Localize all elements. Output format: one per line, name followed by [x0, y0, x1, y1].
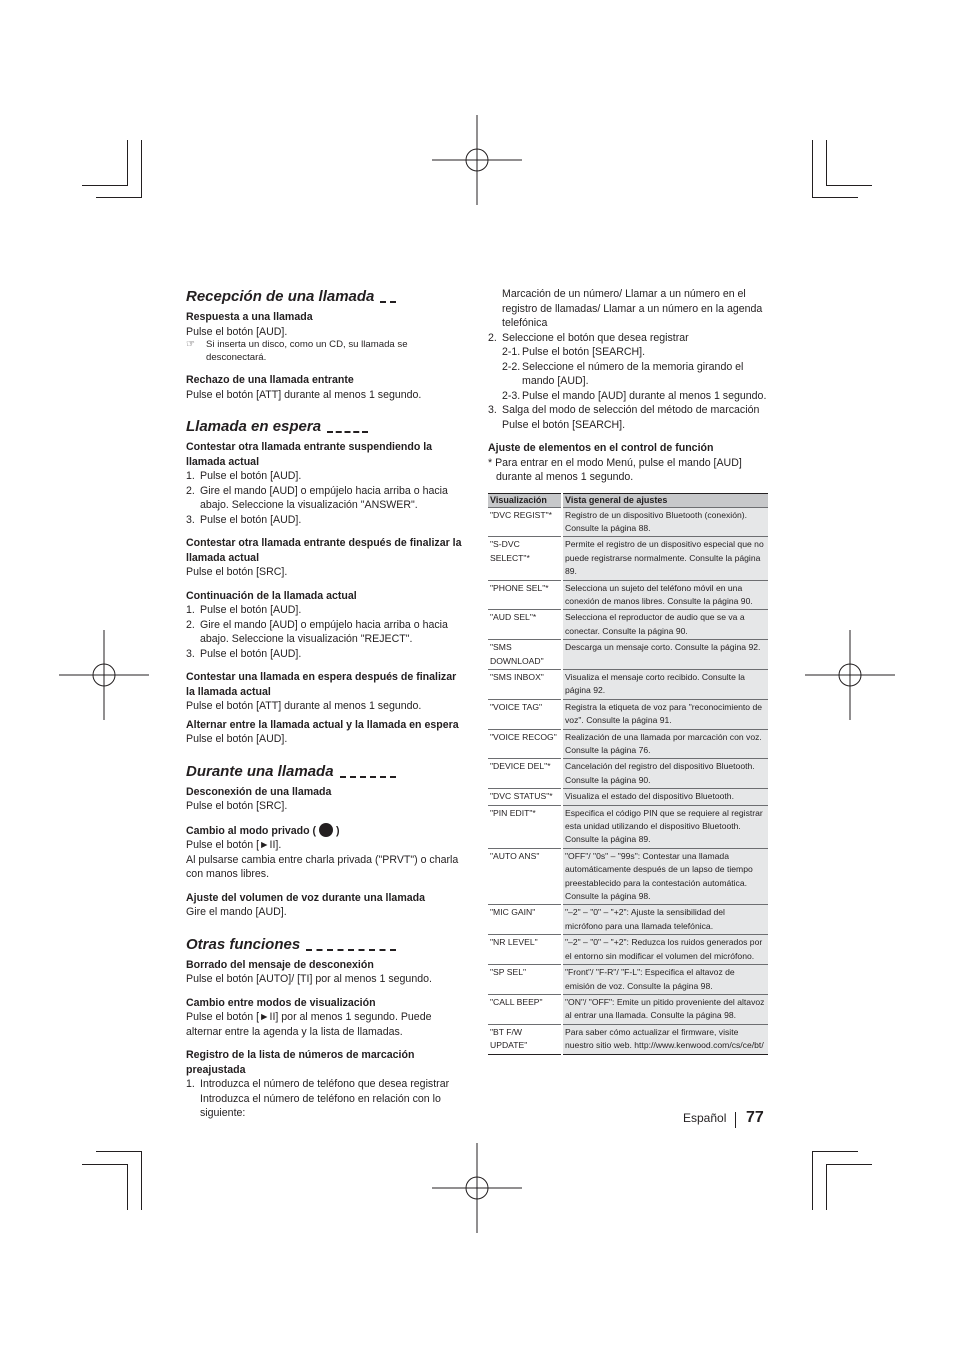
settings-table	[488, 493, 768, 1055]
table-row	[488, 965, 768, 995]
setting-description: Selecciona el reproductor de audio que se va a conectar. Consulte la página 90.	[562, 610, 768, 640]
setting-name: "PIN EDIT"*	[488, 805, 562, 848]
setting-description: Cancelación del registro del dispositivo Bluetooth. Consulte la página 90.	[562, 759, 768, 789]
paragraph: Gire el mando [AUD].	[186, 906, 287, 918]
crop-mark	[141, 140, 142, 198]
setting-description: "–2" – "0" – "+2": Ajuste la sensibilidad del micrófono para una llamada telefónica.	[562, 905, 768, 935]
section-durante-llamada	[186, 763, 466, 920]
hand-pointer-icon: ☞	[186, 339, 195, 350]
note: ☞ Si inserta un disco, como un CD, su llamada se desconectará.	[186, 339, 408, 363]
crop-mark	[82, 185, 128, 186]
paragraph: Pulse el botón [►II] por al menos 1 segundo. Puede alternar entre la agenda y la lista de llamadas.	[186, 1011, 432, 1038]
setting-description: Realización de una llamada por marcación con voz. Consulte la página 76.	[562, 729, 768, 759]
setting-description: Visualiza el mensaje corto recibido. Consulte la página 92.	[562, 669, 768, 699]
crop-mark	[127, 140, 128, 186]
setting-name: "VOICE TAG"	[488, 699, 562, 729]
column-header: Vista general de ajustes	[562, 493, 768, 507]
page-number: 77	[746, 1109, 764, 1126]
setting-name: "DVC REGIST"*	[488, 507, 562, 537]
crop-mark	[127, 1164, 128, 1210]
subheading: Registro de la lista de números de marcación preajustada	[186, 1049, 415, 1076]
paragraph: Pulse el botón [ATT] durante al menos 1 segundo.	[186, 388, 422, 401]
setting-description: "Front"/ "F-R"/ "F-L": Especifica el altavoz de emisión de voz. Consulte la página 98.	[562, 965, 768, 995]
crop-mark	[141, 1151, 142, 1210]
paragraph: Pulse el botón [SRC].	[186, 800, 288, 812]
setting-description: Registro de un dispositivo Bluetooth (conexión). Consulte la página 88.	[562, 507, 768, 537]
list-item: 2. Seleccione el botón que desea registrar	[488, 331, 689, 344]
list-item: 1. Pulse el botón [AUD].	[186, 470, 302, 482]
crop-mark	[82, 1164, 128, 1165]
setting-name: "PHONE SEL"*	[488, 580, 562, 610]
left-column	[186, 288, 466, 1121]
chat-bubble-icon	[319, 823, 333, 837]
setting-name: "MIC GAIN"	[488, 905, 562, 935]
subheading: Ajuste de elementos en el control de función	[488, 442, 714, 454]
setting-name: "NR LEVEL"	[488, 935, 562, 965]
table-row	[488, 729, 768, 759]
table-row	[488, 669, 768, 699]
table-row	[488, 789, 768, 805]
registration-mark-icon	[432, 1143, 522, 1233]
setting-name: "AUD SEL"*	[488, 610, 562, 640]
setting-name: "CALL BEEP"	[488, 994, 562, 1024]
paragraph: Pulse el botón [AUD].	[186, 325, 288, 338]
right-column	[488, 287, 770, 1055]
list-item: 1. Pulse el botón [AUD].	[186, 604, 302, 616]
setting-description: "OFF"/ "0s" – "99s": Contestar una llamada automáticamente después de un lapso de tiempo preestablecido para la contestación automática. Consulte la página 98.	[562, 848, 768, 905]
registration-mark-icon	[805, 630, 895, 720]
table-row	[488, 805, 768, 848]
crop-mark	[812, 1151, 813, 1210]
list-item: 3. Pulse el botón [AUD].	[186, 647, 302, 660]
setting-name: "AUTO ANS"	[488, 848, 562, 905]
subheading: Continuación de la llamada actual	[186, 589, 357, 602]
table-row	[488, 935, 768, 965]
subheading: Rechazo de una llamada entrante	[186, 374, 354, 386]
table-row	[488, 994, 768, 1024]
subheading: Ajuste del volumen de voz durante una llamada	[186, 891, 426, 904]
table-row	[488, 507, 768, 537]
list-item: 1. Introduzca el número de teléfono que desea registrar	[186, 1078, 450, 1090]
table-row	[488, 580, 768, 610]
crop-mark	[826, 1164, 872, 1165]
section-title: Otras funciones	[186, 936, 396, 954]
setting-description: Selecciona un sujeto del teléfono móvil en una conexión de manos libres. Consulte la página 90.	[562, 580, 768, 610]
section-title: Durante una llamada	[186, 763, 396, 781]
section-title: Llamada en espera	[186, 418, 368, 436]
paragraph: Pulse el botón [AUTO]/ [TI] por al menos 1 segundo.	[186, 973, 432, 985]
table-row	[488, 905, 768, 935]
list-item-detail: Marcación de un número/ Llamar a un número en el registro de llamadas/ Llamar a un número en la agenda telefónica	[502, 288, 763, 329]
table-row	[488, 848, 768, 905]
table-row	[488, 759, 768, 789]
crop-mark	[96, 1151, 142, 1152]
setting-description: Visualiza el estado del dispositivo Bluetooth.	[562, 789, 768, 805]
subheading: Contestar otra llamada entrante suspendiendo la llamada actual	[186, 441, 433, 468]
table-row	[488, 699, 768, 729]
subheading: Cambio entre modos de visualización	[186, 996, 376, 1009]
list-item: 3. Pulse el botón [AUD].	[186, 513, 302, 526]
footer-divider	[735, 1112, 736, 1128]
section-title: Recepción de una llamada	[186, 288, 396, 306]
footer-language: Español	[683, 1111, 727, 1125]
crop-mark	[812, 1151, 858, 1152]
setting-name: "SP SEL"	[488, 965, 562, 995]
paragraph: Pulse el botón [AUD].	[186, 733, 288, 745]
setting-name: "S-DVC SELECT"*	[488, 537, 562, 580]
subheading: Respuesta a una llamada	[186, 311, 313, 323]
table-row	[488, 640, 768, 670]
subheading: Contestar otra llamada entrante después de finalizar la llamada actual	[186, 537, 462, 564]
subheading: Desconexión de una llamada	[186, 785, 332, 798]
sub-list-item: 2-2. Seleccione el número de la memoria girando el mando [AUD].	[502, 360, 744, 387]
setting-description: Especifica el código PIN que se requiere al registrar esta unidad utilizando el dispositivo Bluetooth. Consulte la página 89.	[562, 805, 768, 848]
crop-mark	[826, 140, 827, 186]
table-header-row	[488, 493, 768, 507]
section-llamada-espera	[186, 418, 466, 747]
subheading: Borrado del mensaje de desconexión	[186, 958, 374, 971]
setting-name: "DVC STATUS"*	[488, 789, 562, 805]
setting-description: "ON"/ "OFF": Emite un pitido proveniente del altavoz al entrar una llamada. Consulte la página 98.	[562, 994, 768, 1024]
setting-name: "SMS DOWNLOAD"	[488, 640, 562, 670]
setting-description: Permite el registro de un dispositivo especial que no puede registrarse normalmente. Consulte la página 89.	[562, 537, 768, 580]
list-item: 2. Gire el mando [AUD] o empújelo hacia arriba o hacia abajo. Seleccione la visualización "ANSWER".	[186, 484, 448, 511]
subheading: Alternar entre la llamada actual y la llamada en espera	[186, 718, 459, 731]
list-item: 3. Salga del modo de selección del método de marcación	[488, 404, 760, 416]
setting-description: Registra la etiqueta de voz para "reconocimiento de voz". Consulte la página 91.	[562, 699, 768, 729]
table-row	[488, 610, 768, 640]
list-item: 2. Gire el mando [AUD] o empújelo hacia arriba o hacia abajo. Seleccione la visualización "REJECT".	[186, 618, 448, 645]
footnote: * Para entrar en el modo Menú, pulse el mando [AUD] durante al menos 1 segundo.	[488, 456, 742, 483]
registration-mark-icon	[59, 630, 149, 720]
setting-name: "DEVICE DEL"*	[488, 759, 562, 789]
paragraph: Al pulsarse cambia entre charla privada ("PRVT") o charla con manos libres.	[186, 853, 459, 880]
table-row	[488, 1024, 768, 1054]
registration-mark-icon	[432, 115, 522, 205]
setting-description: Para saber cómo actualizar el firmware, visite nuestro sitio web. http://www.kenwood.com/cs/ce/bt/	[562, 1024, 768, 1054]
crop-mark	[826, 1164, 827, 1210]
subheading: Cambio al modo privado ( )	[186, 824, 340, 837]
crop-mark	[812, 197, 858, 198]
section-otras-funciones	[186, 936, 466, 1121]
setting-description: Descarga un mensaje corto. Consulte la página 92.	[562, 640, 768, 670]
setting-name: "SMS INBOX"	[488, 669, 562, 699]
setting-name: "BT F/W UPDATE"	[488, 1024, 562, 1054]
sub-list-item: 2-1. Pulse el botón [SEARCH].	[502, 346, 646, 358]
section-recepcion	[186, 288, 466, 402]
paragraph: Pulse el botón [ATT] durante al menos 1 segundo.	[186, 700, 422, 712]
list-item-detail: Pulse el botón [SEARCH].	[502, 418, 626, 431]
crop-mark	[96, 197, 142, 198]
paragraph: Pulse el botón [SRC].	[186, 566, 288, 578]
setting-description: "–2" – "0" – "+2": Reduzca los ruidos generados por el entorno sin modificar el volumen del micrófono.	[562, 935, 768, 965]
crop-mark	[826, 185, 872, 186]
subheading: Contestar una llamada en espera después de finalizar la llamada actual	[186, 671, 457, 698]
setting-name: "VOICE RECOG"	[488, 729, 562, 759]
crop-mark	[812, 140, 813, 198]
column-header: Visualización	[488, 493, 562, 507]
paragraph: Pulse el botón [►II].	[186, 839, 282, 851]
table-row	[488, 537, 768, 580]
list-item-detail: Introduzca el número de teléfono en relación con lo siguiente:	[200, 1092, 441, 1119]
sub-list-item: 2-3. Pulse el mando [AUD] durante al menos 1 segundo.	[502, 389, 767, 402]
